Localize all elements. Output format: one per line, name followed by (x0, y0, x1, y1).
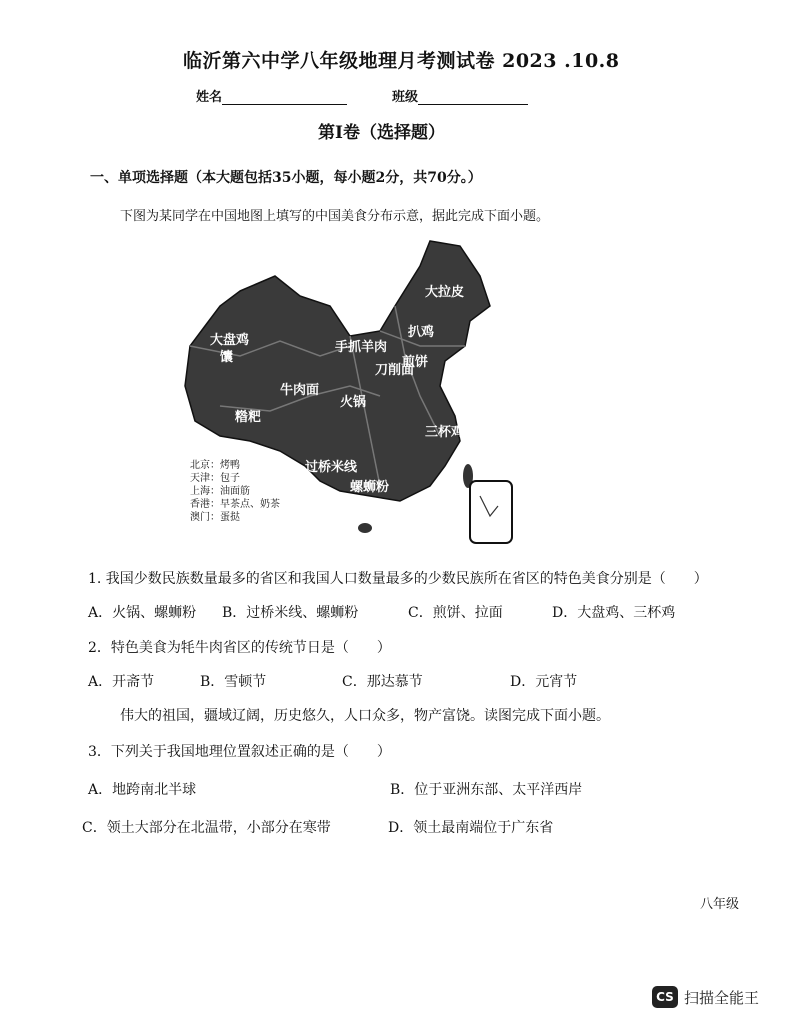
q3-option-a: A．地跨南北半球 (88, 782, 197, 798)
legend-item: 澳门：蛋挞 (190, 512, 240, 523)
map-label: 刀削面 (375, 363, 415, 378)
south-sea-inset (470, 481, 512, 543)
map-label: 馕 (220, 350, 234, 365)
class-label: 班级 (392, 90, 419, 105)
q1-option-c: C．煎饼、拉面 (408, 605, 503, 621)
map-label: 大盘鸡 (210, 333, 250, 348)
q2-option-b: B．雪顿节 (200, 674, 267, 690)
exam-title: 临沂第六中学八年级地理月考测试卷 2023 .10.8 (183, 50, 620, 72)
q2-option-d: D．元宵节 (510, 674, 578, 690)
q3-option-d: D．领土最南端位于广东省 (388, 820, 554, 836)
legend-item: 上海：油面筋 (190, 486, 250, 497)
q3-option-b: B．位于亚洲东部、太平洋西岸 (390, 782, 583, 798)
map-label: 火锅 (340, 395, 367, 410)
camscanner-logo-icon: CS (652, 986, 678, 1008)
q1-option-a: A．火锅、螺蛳粉 (88, 605, 197, 621)
q2-option-c: C．那达慕节 (342, 674, 423, 690)
intro-text-1: 下图为某同学在中国地图上填写的中国美食分布示意，据此完成下面小题。 (120, 209, 550, 224)
legend-item: 香港：早茶点、奶茶 (190, 499, 280, 510)
q3-option-c: C．领土大部分在北温带，小部分在寒带 (82, 820, 331, 836)
map-label: 螺蛳粉 (350, 480, 390, 495)
map-label: 手抓羊肉 (335, 340, 388, 355)
map-label: 三杯鸡 (425, 425, 465, 440)
legend-item: 天津：包子 (190, 473, 240, 484)
scanner-badge-text: 扫描全能王 (684, 988, 760, 1007)
part-heading: 一、单项选择题（本大题包括35小题，每小题2分，共70分。） (90, 170, 482, 186)
hainan-island (358, 523, 372, 533)
q1-option-b: B．过桥米线、螺蛳粉 (222, 605, 359, 621)
question-1-stem: 1. 我国少数民族数量最多的省区和我国人口数量最多的少数民族所在省区的特色美食分别是（ ） (88, 571, 708, 587)
section-title: 第Ⅰ卷（选择题） (318, 123, 445, 143)
map-label: 糌粑 (235, 410, 262, 425)
legend-item: 北京：烤鸭 (190, 460, 240, 471)
scanner-watermark (652, 986, 759, 1008)
question-3-stem: 3．下列关于我国地理位置叙述正确的是（ ） (88, 744, 391, 760)
name-label: 姓名 (196, 90, 223, 105)
map-label: 过桥米线 (305, 460, 358, 475)
class-line (418, 92, 528, 105)
map-label: 煎饼 (402, 355, 429, 370)
map-label: 牛肉面 (280, 383, 320, 398)
page-footer: 八年级 (700, 897, 740, 912)
q2-option-a: A．开斋节 (88, 674, 155, 690)
map-legend (190, 459, 280, 524)
name-line (222, 92, 347, 105)
q1-option-d: D．大盘鸡、三杯鸡 (552, 605, 676, 621)
intro-text-2: 伟大的祖国，疆域辽阔，历史悠久，人口众多，物产富饶。读图完成下面小题。 (120, 708, 610, 724)
question-2-stem: 2．特色美食为牦牛肉省区的传统节日是（ ） (88, 640, 391, 656)
name-field (196, 86, 347, 105)
map-label: 扒鸡 (408, 325, 435, 340)
class-field (392, 86, 528, 105)
map-label: 大拉皮 (425, 285, 465, 300)
